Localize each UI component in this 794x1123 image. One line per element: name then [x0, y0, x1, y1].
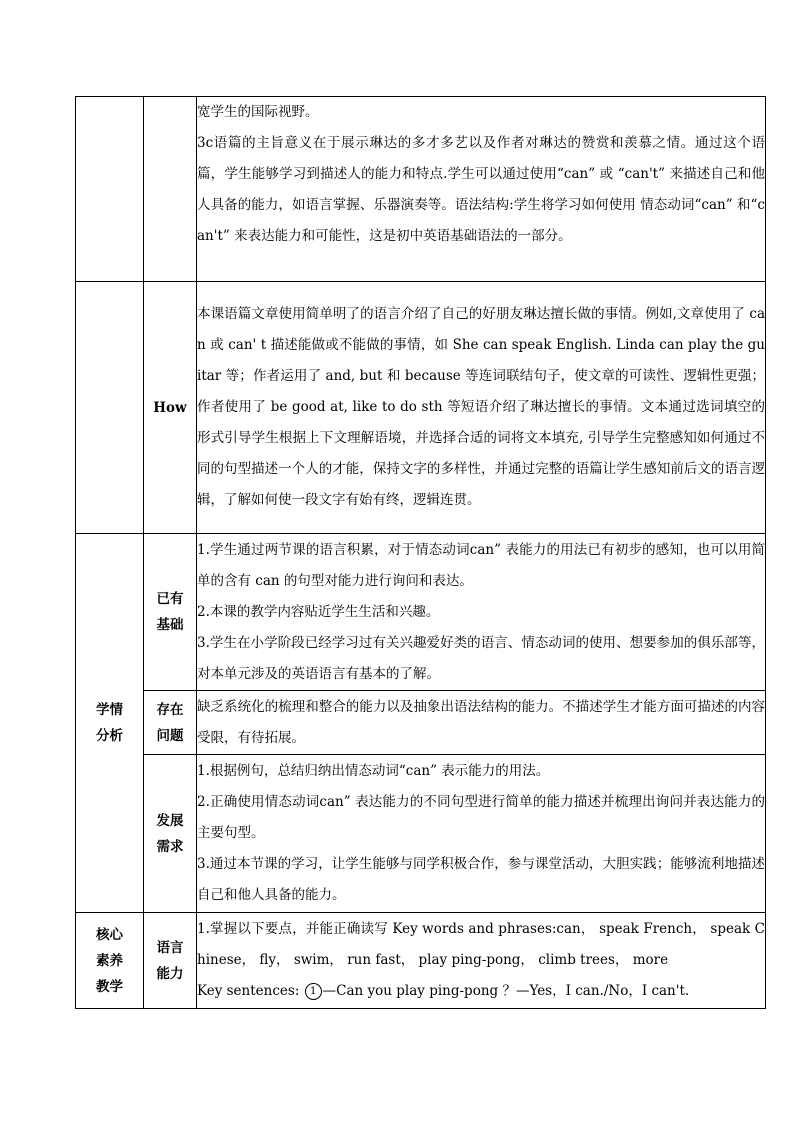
- row-why: [76, 97, 766, 282]
- paragraph: 宽学生的国际视野。: [197, 104, 319, 120]
- empty-cell: [76, 282, 144, 534]
- existing-basis-label: 已有 基础: [144, 534, 197, 691]
- needs-content: [197, 755, 766, 913]
- paragraph: 2.本课的教学内容贴近学生生活和兴趣。: [197, 603, 440, 620]
- lesson-plan-table: [75, 96, 766, 1009]
- core-literacy-label: 核心 素养 教学: [76, 913, 144, 1009]
- needs-label: 发展 需求: [144, 755, 197, 913]
- paragraph: 3.通过本节课的学习，让学生能够与同学积极合作，参与课堂活动，大胆实践；能够流利地描述自己和他人具备的能力。: [197, 856, 765, 903]
- paragraph: 3.学生在小学阶段已经学习过有关兴趣爱好类的语言、情态动词的使用、想要参加的俱乐部等，对本单元涉及的英语语言有基本的了解。: [197, 634, 765, 682]
- why-content: [197, 97, 766, 282]
- how-label: How: [144, 282, 197, 534]
- row-existing-basis: [76, 534, 766, 691]
- student-analysis-label: 学情 分析: [76, 534, 144, 913]
- language-ability-label: 语言 能力: [144, 913, 197, 1009]
- circled-number-marker: 1: [305, 983, 322, 1000]
- row-problems: [76, 691, 766, 755]
- how-content: [197, 282, 766, 534]
- empty-cell: [144, 97, 197, 282]
- empty-cell: [76, 97, 144, 282]
- existing-basis-content: [197, 534, 766, 691]
- problems-label: 存在 问题: [144, 691, 197, 755]
- paragraph: 2.正确使用情态动词can” 表达能力的不同句型进行简单的能力描述并梳理出询问并表达能力的主要句型。: [197, 794, 765, 841]
- key-sentences-prefix: Key sentences:: [197, 983, 304, 999]
- row-how: [76, 282, 766, 534]
- paragraph: 3c语篇的主旨意义在于展示琳达的多才多艺以及作者对琳达的赞赏和羡慕之情。通过这个语篇，学生能够学习到描述人的能力和特点.学生可以通过使用“can” 或 “can't” 来描述自己和他人具备的能力，如语言掌握、乐器演奏等。语法结构:学生将学习如何使用 情态动词“can” 和“can't” 来表达能力和可能性，这是初中英语基础语法的一部分。: [197, 135, 765, 244]
- row-needs: [76, 755, 766, 913]
- paragraph: 本课语篇文章使用简单明了的语言介绍了自己的好朋友琳达擅长做的事情。例如,文章使用了 can 或 can' t 描述能做或不能做的事情，如 She can speak English. Linda can play the guitar 等；作者运用了 and, but 和 because 等连词联结句子，使文章的可读性、逻辑性更强；作者使用了 be good at, like to do sth 等短语介绍了琳达擅长的事情。文本通过选词填空的形式引导学生根据上下文理解语境，并选择合适的词将文本填充, 引导学生完整感知如何通过不同的句型描述一个人的才能，保持文字的多样性，并通过完整的语篇让学生感知前后文的语言逻辑，了解如何使一段文字有始有终，逻辑连贯。: [197, 306, 765, 508]
- paragraph: 1.掌握以下要点，并能正确读写 Key words and phrases:can， speak French， speak Chinese， fly， swim， run fast， play ping-pong， climb trees， more: [197, 921, 765, 968]
- paragraph: 1.根据例句，总结归纳出情态动词“can” 表示能力的用法。: [197, 763, 550, 779]
- row-core-language: [76, 913, 766, 1009]
- paragraph: 缺乏系统化的梳理和整合的能力以及抽象出语法结构的能力。不描述学生才能方面可描述的内容受限，有待拓展。: [197, 698, 765, 746]
- paragraph: [197, 976, 765, 1007]
- problems-content: [197, 691, 766, 755]
- language-ability-content: [197, 913, 766, 1009]
- paragraph: 1.学生通过两节课的语言积累，对于情态动词can” 表能力的用法已有初步的感知，也可以用简单的含有 can 的句型对能力进行询问和表达。: [197, 541, 765, 589]
- key-sentences-text: —Can you play ping-pong ？—Yes，I can./No，I can't.: [322, 983, 690, 999]
